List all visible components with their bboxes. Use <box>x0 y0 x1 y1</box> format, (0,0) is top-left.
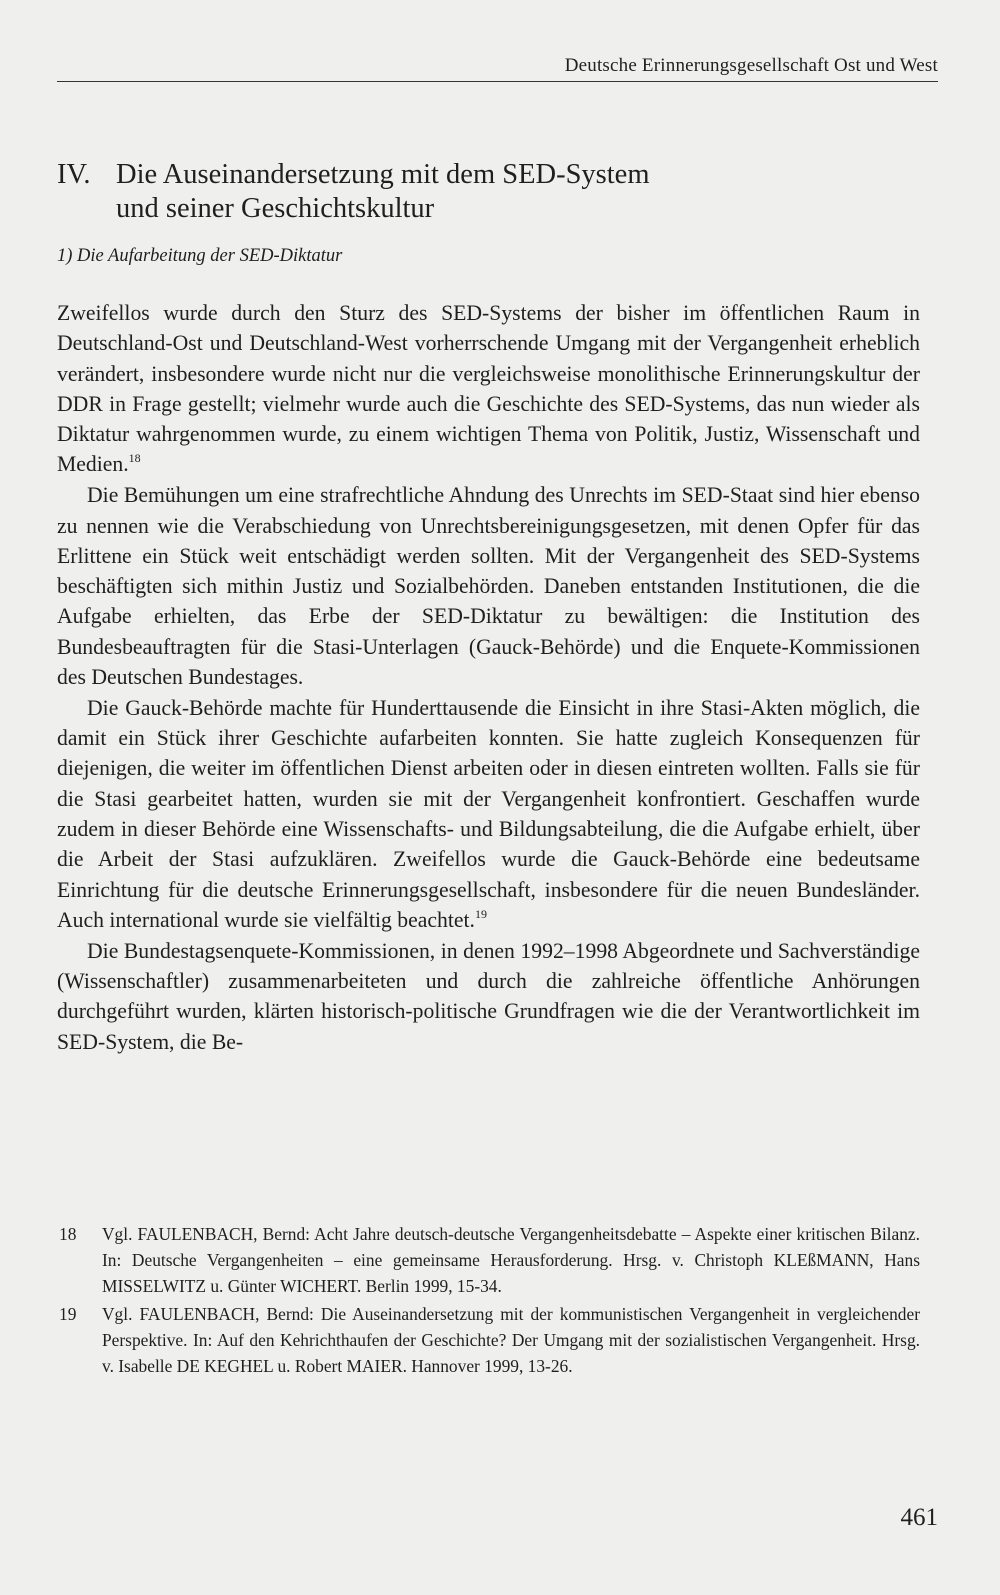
footnote-text: Vgl. FAULENBACH, Bernd: Die Auseinandersetzung mit der kommunistischen Vergangenheit in vergleichender Perspektive. In: Auf den Kehrichthaufen der Geschichte? Der Umgang mit der sozialistischen Vergangenheit. Hrsg. v. Isabelle DE KEGHEL u. Robert MAIER. Hannover 1999, 13-26. <box>102 1304 920 1376</box>
paragraph-text: Zweifellos wurde durch den Sturz des SED-Systems der bisher im öffentlichen Raum in Deutschland-Ost und Deutschland-West vorherrschende Umgang mit der Vergangenheit erheblich verändert, insbesondere wurde nicht nur die vergleichsweise monolithische Erinnerungskultur der DDR in Frage gestellt; vielmehr wurde auch die Geschichte des SED-Systems, das nun wieder als Diktatur wahrgenommen wurde, zu einem wichtigen Thema von Politik, Justiz, Wissenschaft und Medien. <box>57 301 920 477</box>
paragraph-text: Die Bundestagsenquete-Kommissionen, in denen 1992–1998 Abgeordnete und Sachverständige (Wissenschaftler) zusammenarbeiteten und durch die zahlreiche öffentliche Anhörungen durchgeführt wurden, klärten historisch-politische Grundfragen wie die der Verantwortlichkeit im SED-System, die Be- <box>57 938 920 1054</box>
paragraph-text: Die Bemühungen um eine strafrechtliche Ahndung des Unrechts im SED-Staat sind hier ebenso zu nennen wie die Verabschiedung von Unrechtsbereinigungsgesetzen, mit denen Opfer für das Erlittene ein Stück weit entschädigt werden sollten. Mit der Vergangenheit des SED-Systems beschäftigten sich mithin Justiz und Sozialbehörden. Daneben entstanden Institutionen, die die Aufgabe erhielten, das Erbe der SED-Diktatur zu bewältigen: die Institution des Bundesbeauftragten für die Stasi-Unterlagen (Gauck-Behörde) und die Enquete-Kommissionen des Deutschen Bundestages. <box>57 483 920 690</box>
paragraph-text: Die Gauck-Behörde machte für Hunderttausende die Einsicht in ihre Stasi-Akten möglich, die damit ein Stück ihrer Geschichte aufarbeiten konnten. Sie hatte zugleich Konsequenzen für diejenigen, die weiter im öffentlichen Dienst arbeiten oder in diesen eintreten wollten. Falls sie für die Stasi gearbeitet hatten, wurden sie mit der Vergangenheit konfrontiert. Geschaffen wurde zudem in dieser Behörde eine Wissenschafts- und Bildungsabteilung, die die Aufgabe erhielt, über die Arbeit der Stasi aufzuklären. Zweifellos wurde die Gauck-Behörde eine bedeutsame Einrichtung für die deutsche Erinnerungsgesellschaft, insbesondere für die neuen Bundesländer. Auch international wurde sie vielfältig beachtet. <box>57 695 920 932</box>
paragraph <box>57 693 920 935</box>
footnote <box>57 1221 920 1299</box>
footnote-ref[interactable]: 19 <box>474 906 487 921</box>
running-header: Deutsche Erinnerungsgesellschaft Ost und West <box>564 55 938 76</box>
footnotes <box>57 1221 920 1381</box>
page-number: 461 <box>900 1504 938 1531</box>
chapter-title-line2: und seiner Geschichtskultur <box>116 193 435 224</box>
paragraph <box>57 480 920 692</box>
chapter-number: IV. <box>57 159 91 190</box>
section-heading: 1) Die Aufarbeitung der SED-Diktatur <box>57 246 343 266</box>
body-text <box>57 298 920 1057</box>
footnote-ref[interactable]: 18 <box>128 451 141 466</box>
footnote-number: 19 <box>59 1304 77 1324</box>
paragraph <box>57 298 920 480</box>
header-rule <box>57 81 938 82</box>
chapter-title-line1: Die Auseinandersetzung mit dem SED-System <box>116 159 650 190</box>
paragraph <box>57 936 920 1057</box>
footnote-number: 18 <box>59 1224 77 1244</box>
footnote-text: Vgl. FAULENBACH, Bernd: Acht Jahre deutsch-deutsche Vergangenheitsdebatte – Aspekte einer kritischen Bilanz. In: Deutsche Vergangenheiten – eine gemeinsame Herausforderung. Hrsg. v. Christoph KLEßMANN, Hans MISSELWITZ u. Günter WICHERT. Berlin 1999, 15-34. <box>102 1224 920 1296</box>
chapter-heading <box>57 158 917 226</box>
footnote <box>57 1301 920 1379</box>
